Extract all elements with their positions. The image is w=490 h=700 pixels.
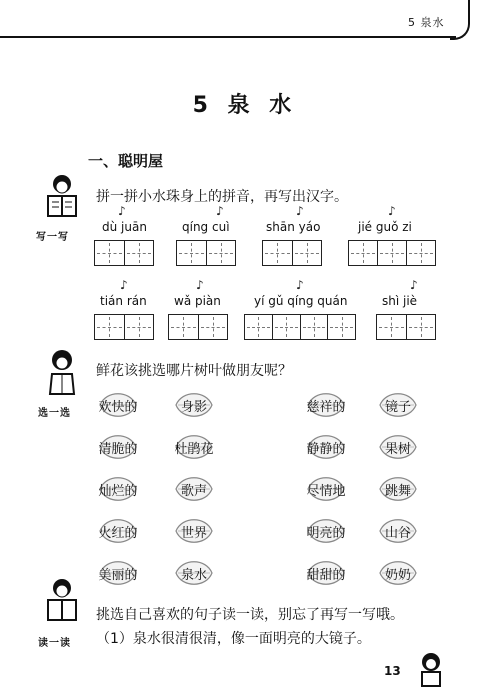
- page-number: 13: [384, 664, 401, 678]
- pinyin-jieguozi: jié guǒ zi: [358, 220, 412, 234]
- thinking-child-illustration: [42, 348, 84, 400]
- header-rule: [0, 36, 456, 38]
- choice-word[interactable]: 明亮的: [306, 526, 346, 541]
- choice-word[interactable]: 镜子: [384, 400, 411, 415]
- writing-box-shanyao[interactable]: [262, 240, 322, 266]
- read-instruction: 挑选自己喜欢的句子读一读，别忘了再写一写哦。: [96, 607, 404, 623]
- water-drop-icon: ♪: [118, 204, 126, 218]
- choice-word[interactable]: 清脆的: [98, 442, 138, 457]
- choice-word[interactable]: 美丽的: [98, 568, 138, 583]
- choice-word[interactable]: 慈祥的: [306, 400, 346, 415]
- water-drop-icon: ♪: [120, 278, 128, 292]
- choice-word[interactable]: 山谷: [384, 526, 411, 541]
- water-drop-icon: ♪: [296, 278, 304, 292]
- section-heading: 一、聪明屋: [88, 152, 164, 170]
- choice-word[interactable]: 杜鹃花: [174, 442, 214, 457]
- choice-word[interactable]: 世界: [180, 526, 207, 541]
- choose-caption: 选一选: [38, 408, 71, 419]
- writing-box-shijie[interactable]: [376, 314, 436, 340]
- choice-word[interactable]: 跳舞: [384, 484, 411, 499]
- corner-cartoon-icon: [414, 650, 448, 690]
- choice-word[interactable]: 欢快的: [98, 400, 138, 415]
- pinyin-qingcui: qíng cuì: [182, 220, 230, 234]
- choice-word[interactable]: 尽情地: [306, 484, 346, 499]
- pinyin-dujuan: dù juān: [102, 220, 147, 234]
- read-sentence: （1）泉水很清很清，像一面明亮的大镜子。: [96, 631, 371, 647]
- choice-word[interactable]: 火红的: [98, 526, 138, 541]
- running-header: 5 泉水: [408, 16, 445, 29]
- choice-word[interactable]: 甜甜的: [306, 568, 346, 583]
- water-drop-icon: ♪: [216, 204, 224, 218]
- read-caption: 读一读: [38, 638, 71, 649]
- lesson-title: 5 泉 水: [192, 93, 298, 118]
- writing-box-dujuan[interactable]: [94, 240, 154, 266]
- pinyin-wapian: wǎ piàn: [174, 294, 221, 308]
- writing-box-qingcui[interactable]: [176, 240, 236, 266]
- reading-child-illustration: [40, 172, 82, 224]
- water-drop-icon: ♪: [410, 278, 418, 292]
- writing-box-tianran[interactable]: [94, 314, 154, 340]
- pinyin-shijie: shì jiè: [382, 294, 418, 308]
- water-drop-icon: ♪: [196, 278, 204, 292]
- water-drop-icon: ♪: [296, 204, 304, 218]
- write-instruction: 拼一拼小水珠身上的拼音，再写出汉字。: [96, 189, 348, 205]
- write-caption: 写一写: [36, 232, 69, 243]
- choose-instruction: 鲜花该挑选哪片树叶做朋友呢？: [96, 363, 292, 379]
- pinyin-yiguqingquan: yí gǔ qíng quán: [254, 294, 348, 308]
- choice-word[interactable]: 果树: [384, 442, 411, 457]
- writing-box-wapian[interactable]: [168, 314, 228, 340]
- choice-word[interactable]: 奶奶: [384, 568, 411, 583]
- choice-word[interactable]: 灿烂的: [98, 484, 138, 499]
- reading-child-illustration: [40, 576, 82, 628]
- pinyin-shanyao: shān yáo: [266, 220, 321, 234]
- pinyin-tianran: tián rán: [100, 294, 147, 308]
- choice-word[interactable]: 身影: [180, 400, 207, 415]
- water-drop-icon: ♪: [388, 204, 396, 218]
- choice-word[interactable]: 泉水: [180, 568, 207, 583]
- header-corner-curve: [450, 0, 470, 40]
- writing-box-jieguozi[interactable]: [348, 240, 436, 266]
- choice-word[interactable]: 歌声: [180, 484, 207, 499]
- writing-box-yiguqingquan[interactable]: [244, 314, 356, 340]
- choice-word[interactable]: 静静的: [306, 442, 346, 457]
